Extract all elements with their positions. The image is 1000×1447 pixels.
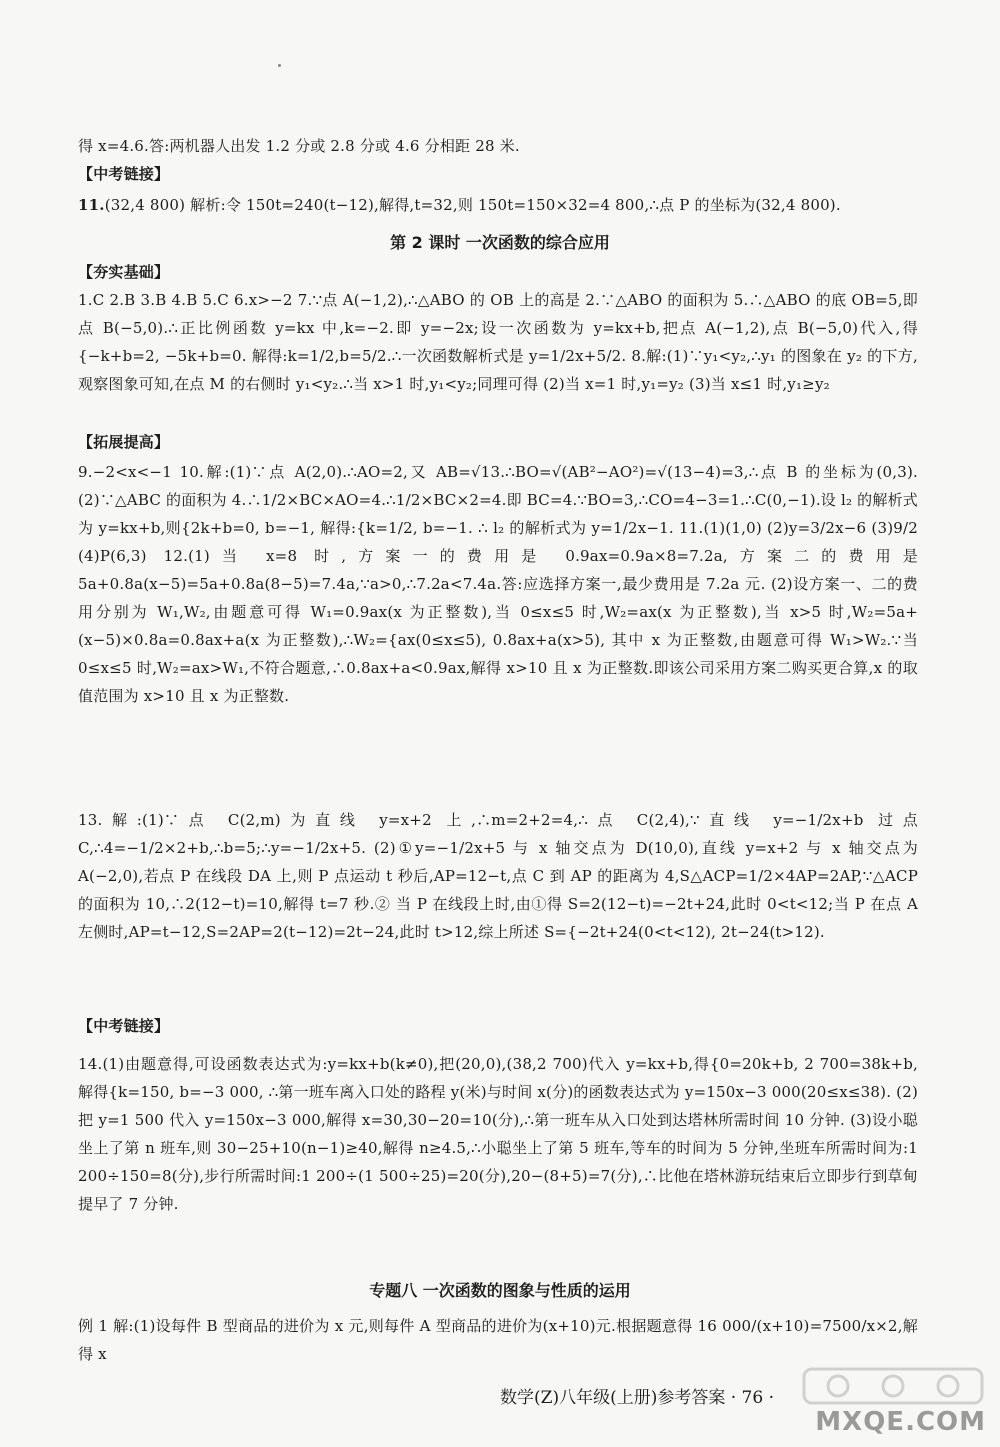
section-tuozhan-tigao: 【拓展提高】 (78, 433, 170, 451)
question-13: 13.解:(1)∵点 C(2,m)为直线 y=x+2 上,∴m=2+2=4,∴点 C(2,4),∵直线 y=−1/2x+b 过点 C,∴4=−1/2×2+b,∴b=5;∴y=−1/2x+5. (2)①y=−1/2x+5 与 x 轴交点为 D(10,0),直线 y=x+2 与 x 轴交点为 A(−2,0),若点 P 在线段 DA 上,则 P 点运动 t 秒后,AP=12−t,点 C 到 AP 的距离为 4,S△ACP=1/2×4AP=2AP,∵△ACP 的面积为 10,∴2(12−t)=10,解得 t=7 秒.② 当 P 在线段上时,由①得 S=2(12−t)=−2t+24,此时 0<t<12;当 P 在点 A 左侧时,AP=t−12,S=2AP=2(t−12)=2t−24,此时 t>12,综上所述 S={−2t+24(0<t<12), 2t−24(t>12). (78, 811, 918, 941)
example-1: 例 1 解:(1)设每件 B 型商品的进价为 x 元,则每件 A 型商品的进价为(x+10)元.根据题意得 16 000/(x+10)=7500/x×2,解得 x (78, 1317, 918, 1363)
watermark-text: MXQE.COM (815, 1407, 986, 1437)
top-text: 得 x=4.6.答:两机器人出发 1.2 分或 2.8 分或 4.6 分相距 28 米. (78, 137, 520, 155)
section-zhongkao-link-2: 【中考链接】 (78, 1017, 170, 1035)
topic-title: 专题八 一次函数的图象与性质的运用 (369, 1281, 631, 1300)
question-11 (78, 191, 918, 219)
section-zhongkao-link-1: 【中考链接】 (78, 165, 170, 183)
lesson-title: 第 2 课时 一次函数的综合应用 (390, 233, 610, 252)
question-14: 14.(1)由题意得,可设函数表达式为:y=kx+b(k≠0),把(20,0),(38,2 700)代入 y=kx+b,得{0=20k+b, 2 700=38k+b, 解得{k=150, b=−3 000, ∴第一班车离入口处的路程 y(米)与时间 x(分)的函数表达式为 y=150x−3 000(20≤x≤38). (2)把 y=1 500 代入 y=150x−3 000,解得 x=30,30−20=10(分),∴第一班车从入口处到达塔林所需时间 10 分钟. (3)设小聪坐上了第 n 班车,则 30−25+10(n−1)≥40,解得 n≥4.5,∴小聪坐上了第 5 班车,等车的时间为 5 分钟,坐班车所需时间为:1 200÷150=8(分),步行所需时间:1 200÷(1 500÷25)=20(分),20−(8+5)=7(分),∴比他在塔林游玩结束后立即步行到草甸提早了 7 分钟. (78, 1055, 918, 1213)
q11-number: 11. (78, 196, 105, 214)
page-footer: 数学(Z)八年级(上册)参考答案 · 76 · (500, 1388, 774, 1408)
hangshi-answers: 1.C 2.B 3.B 4.B 5.C 6.x>−2 7.∵点 A(−1,2),∴△ABO 的 OB 上的高是 2.∵△ABO 的面积为 5.∴△ABO 的底 OB=5,即点 B(−5,0).∴正比例函数 y=kx 中,k=−2.即 y=−2x;设一次函数为 y=kx+b,把点 A(−1,2),点 B(−5,0)代入,得{−k+b=2, −5k+b=0. 解得:k=1/2,b=5/2.∴一次函数解析式是 y=1/2x+5/2. 8.解:(1)∵y₁<y₂,∴y₁ 的图象在 y₂ 的下方,观察图象可知,在点 M 的右侧时 y₁<y₂.∴当 x>1 时,y₁<y₂;同理可得 (2)当 x=1 时,y₁=y₂ (3)当 x≤1 时,y₁≥y₂ (78, 291, 918, 393)
q11-text: (32,4 800) 解析:令 150t=240(t−12),解得,t=32,则 150t=150×32=4 800,∴点 P 的坐标为(32,4 800). (104, 196, 841, 214)
tuozhan-answers: 9.−2<x<−1 10.解:(1)∵点 A(2,0).∴AO=2,又 AB=√13.∴BO=√(AB²−AO²)=√(13−4)=3,∴点 B 的坐标为(0,3). (2)∵△ABC 的面积为 4.∴1/2×BC×AO=4.∴1/2×BC×2=4.即 BC=4.∵BO=3,∴CO=4−3=1.∴C(0,−1).设 l₂ 的解析式为 y=kx+b,则{2k+b=0, b=−1, 解得:{k=1/2, b=−1. ∴ l₂ 的解析式为 y=1/2x−1. 11.(1)(1,0) (2)y=3/2x−6 (3)9/2 (4)P(6,3) 12.(1)当 x=8 时,方案一的费用是 0.9ax=0.9a×8=7.2a,方案二的费用是 5a+0.8a(x−5)=5a+0.8a(8−5)=7.4a,∵a>0,∴7.2a<7.4a.答:应选择方案一,最少费用是 7.2a 元. (2)设方案一、二的费用分别为 W₁,W₂,由题意可得 W₁=0.9ax(x 为正整数),当 0≤x≤5 时,W₂=ax(x 为正整数),当 x>5 时,W₂=5a+(x−5)×0.8a=0.8ax+a(x 为正整数),∴W₂={ax(0≤x≤5), 0.8ax+a(x>5), 其中 x 为正整数,由题意可得 W₁>W₂.∵当 0≤x≤5 时,W₂=ax>W₁,不符合题意,∴0.8ax+a<0.9ax,解得 x>10 且 x 为正整数.即该公司采用方案二购买更合算,x 的取值范围为 x>10 且 x 为正整数. (78, 463, 918, 705)
section-hangshi-jichu: 【夯实基础】 (78, 263, 170, 281)
scan-speck (278, 64, 281, 67)
